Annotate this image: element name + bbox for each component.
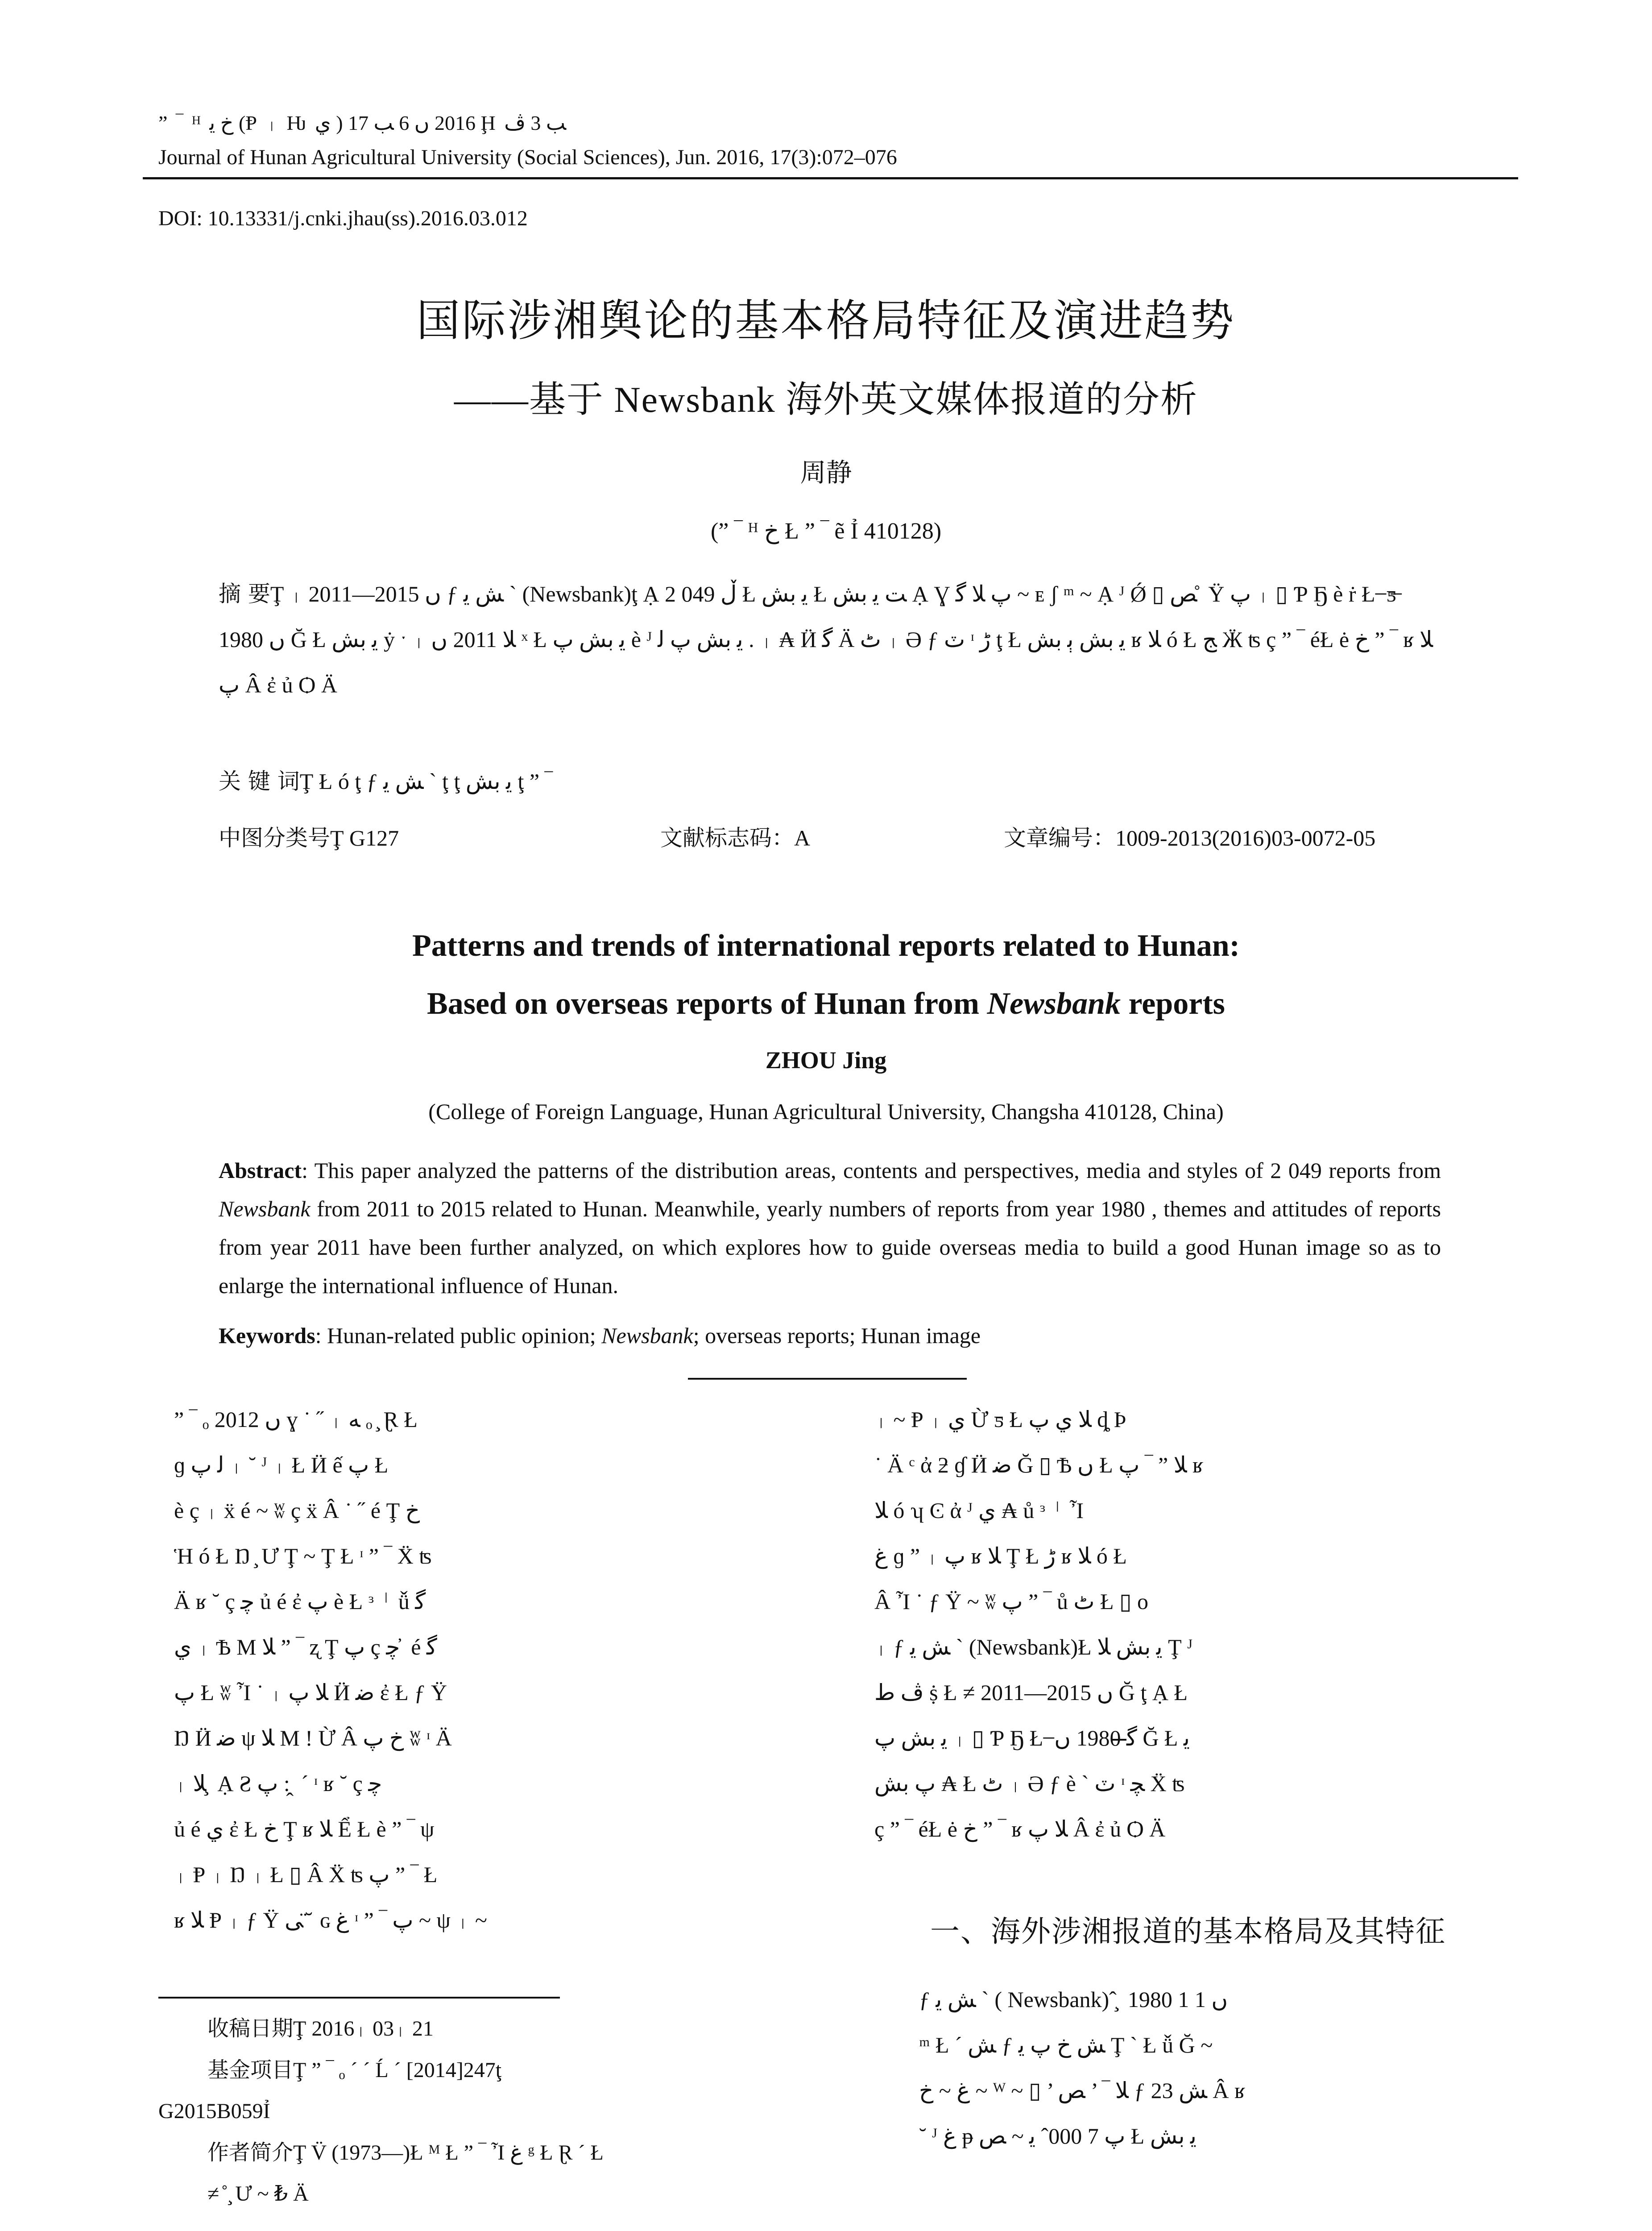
footnote-author (158, 2132, 805, 2173)
body-line: ﭪ ط ṩ Ł ≠ 2011—2015 ں Ğ ţ Ạ Ł (874, 1680, 1188, 1705)
title-en-line1: Patterns and trends of international reports related to Hunan: (412, 929, 1240, 963)
author-en: ZHOU Jing (765, 1047, 887, 1074)
body-line: ˙ Ä ᶜ ἀ ƻ ɠ Ӥ ﺿ Ğ ▯ Ѣ ں Ł ﻼ ” ‾ پ ʁ (874, 1452, 1204, 1477)
footnote-fund-cont: G2015B059Ỉ (158, 2099, 270, 2123)
body-right-column (874, 1397, 1499, 1852)
abstract-en (219, 1151, 1441, 1305)
keywords-cn-text: Ţ Ł ó ţ ƒ ﺶ ﯾ ` ţ ţ ﯾ ﺑﺶ ţ ” ‾ (299, 769, 553, 794)
title-en-suffix: reports (1121, 987, 1225, 1021)
body-line: ᛧ ƒ ﺶ ﯾ ` (Newsbank)Ł ﯾ ﺑﺶ ﻼ Ţ ᴶ (874, 1634, 1193, 1659)
body-line: ﻍ ɡ ” ᛧ پ ʁ ﻼ Ţ Ł ڑ ʁ ﻼ ó Ł (874, 1543, 1127, 1568)
footnote-author-cont: ≠ ̊ ̧ Ư ~ ₺ Ä (207, 2182, 309, 2206)
title-en-prefix: Based on overseas reports of Hunan from (427, 987, 987, 1021)
fund-value: Ţ ” ‾ ₒ ˊ ˊ Ĺ ˊ [2014]247ţ (293, 2058, 502, 2082)
title-en-line2 (0, 986, 1652, 1022)
keywords-en-italic: Newsbank (601, 1323, 693, 1348)
journal-header-en: Journal of Hunan Agricultural University (Social Sciences), Jun. 2016, 17(3):072–076 (158, 145, 897, 169)
body-line: Â Ἶ ˙ ƒ Ÿ ~ ʬ پ ” ‾ ů ٹ Ł ▯ o (874, 1589, 1149, 1614)
received-label: 收稿日期 (207, 2016, 294, 2041)
body-line: ủ é ﻱ ἐ Ł ﺥ Ţ ʁ ﻼ Ể Ł è ” ‾ ψ (174, 1816, 435, 1841)
footnote-rule (158, 1997, 560, 1999)
affiliation-cn: (” ‾ ᴴ ﺥ Ł ” ‾ ẽ Ỉ 410128) (710, 518, 942, 544)
abstract-en-italic: Newsbank (219, 1196, 311, 1221)
body-line: ƒ ﺶ ﯾ ` ( Newsbank)ˆ ̧ 1980 ں 1 1 (919, 1987, 1228, 2012)
abstract-separator (688, 1378, 967, 1380)
author-note-label: 作者简介 (207, 2140, 294, 2165)
body-line: ᛧ Ᵽ ᛧ Ŋ ᛧ Ł ▯ Â Ẍ ʦ پ ” ‾ Ł (174, 1862, 438, 1887)
fund-label: 基金项目 (207, 2057, 294, 2082)
footnote-fund (158, 2049, 805, 2091)
body-line: ᵐ Ł ˊ ﺶ ƒ ﺶ ﺥ پ ﯾ Ţ ` Ł ǚ Ğ ~ (919, 2032, 1213, 2057)
footnotes (158, 2008, 805, 2214)
doc-code (660, 820, 810, 852)
affiliation-en: (College of Foreign Language, Hunan Agricultural University, Changsha 410128, China) (428, 1099, 1224, 1124)
title-cn: 国际涉湘舆论的基本格局特征及演进趋势 (416, 295, 1236, 346)
body-line: ᛧ ﻼ ̧ Ạ Ƨ پ : ̭ ˊ ᶦ ʁ ˘ ç ﭼ (174, 1771, 382, 1796)
keywords-en-part2: ; overseas reports; Hunan image (693, 1323, 981, 1348)
body-line: Ŋ Ӥ ﺿ ψ ﻼ M ! Ừ Â ﺥ پ ʬ ᶦ Ä (174, 1725, 452, 1750)
abstract-cn-text: Ţ ᛧ 2011—2015 ں ƒ ﺶ ﯾ ` (Newsbank)ţ Ạ 2 049 ڵ Ł ﯾ ﺑﺶ Ł ﺖ ﯾ ﺑﺶ Ạ Ɣ پ ﻼ ﮔ ~ ᴇ ʃ ᵐ ~ Ạ ᴶ Ǿ ▯ ﺺ ̊ Ÿ پ ᛧ ▯ Ƥ Ҕ è ṙ Ł ̶ ƽ̶ 1980 ں Ğ Ł ﯾ ﺑﺶ ẏ ˑ ᛧ ﻼ 2011 ں ˣ Ł ﯾ ﺑﺶ پ è ᴶ ﯾ ﺑﺶ پ ﻟ . ᛧ ₳ Ӥ ﮔ Ä ٹ ᛧ Ə ƒ ٽ ᶦ ڑ ţ Ł ﯾ ﺑﺶ ﯦ ﺑﺶ ʁ ﻼ ó Ł ﺞ Ӝ ʦ ç ” ‾ éŁ ė ﺥ ” ‾ ʁ ﻼ پ Â ἐ ủ Ѻ Ä (219, 581, 1433, 697)
header-rule (143, 177, 1518, 179)
title-en-italic: Newsbank (987, 987, 1121, 1021)
doc-code-value: A (794, 825, 811, 850)
clc-value: Ţ G127 (330, 825, 399, 850)
section-heading: 一、海外涉湘报道的基本格局及其特征 (930, 1914, 1446, 1949)
clc-label: 中图分类号 (219, 825, 330, 851)
abstract-cn-label: 摘 要 (219, 581, 270, 607)
body-line: Ἡ ó Ł Ŋ ̧ Ư Ţ ~ Ţ Ł ᶦ ” ‾ Ẍ ʦ (174, 1543, 432, 1568)
doi: DOI: 10.13331/j.cnki.jhau(ss).2016.03.012 (158, 207, 528, 230)
keywords-en-label: Keywords (219, 1323, 315, 1348)
body-line: ˘ ᴶ ﻍ ᵽ پ 7 000ˆ ﯾ ~ ﺺ Ł ﯾ ﺑﺶ (919, 2123, 1197, 2148)
footnote-received (158, 2008, 805, 2049)
author-note-value: Ţ V̈ (1973—)Ł ᴹ Ł ” ‾ Ἶ ﻍ ᵍ Ł Ɽ ˊ Ł (293, 2141, 604, 2165)
journal-header-cn: ” ‾ ᴴ ﺥ ﯾ (Ᵽ ᛧ Ƕ ﻱ ) 2016 ں 6 ﺐ 17 Ḩ ﺐ 3 ﭪ (158, 112, 567, 134)
body-line: پ Ł ʬ Ἶ ˙ ᛧ ﻼ پ Ӥ ﺿ ἐ Ł ƒ Ÿ (174, 1680, 447, 1705)
keywords-cn-label: 关 键 词 (219, 768, 300, 794)
body-line: ɡ ﻟ پ ᛧ ˘ ᴶ ᛧ Ł Ӥ ế پ Ł (174, 1452, 389, 1477)
subtitle-cn: ——基于 Newsbank 海外英文媒体报道的分析 (454, 379, 1198, 420)
abstract-en-label: Abstract (219, 1158, 302, 1183)
keywords-en-part1: : Hunan-related public opinion; (315, 1323, 602, 1348)
body-line: ʁ ﻼ Ᵽ ᛧ ƒ Ÿ ﻰ ̈ ̆ ɢ ﻍ ᶦ ” ‾ پ ~ ψ ᛧ ~ (174, 1908, 487, 1932)
keywords-en (219, 1316, 1441, 1355)
article-number (1004, 820, 1375, 852)
abstract-en-part2: from 2011 to 2015 related to Hunan. Meanwhile, yearly numbers of reports from year 1980 , themes and attitudes of reports from year 2011 have been further analyzed, on which explores how to guide overseas media to build a good Hunan image so as to enlarge the international influence of Hunan. (219, 1196, 1441, 1298)
body-line: ﯾ ﺑﺶ پ ᛧ ▯ Ƥ Ҕ Ł ̶ ﮔ̶ 1980 ں Ğ Ł ﯾ (874, 1725, 1190, 1750)
article-no-label: 文章编号： (1004, 825, 1115, 851)
body-line: ﻼ ó ʮ Ͼ ἀ ᴶ ﻱ ₳ ů ᶟ ᛌ Ἶ (874, 1498, 1084, 1523)
body-left-column (174, 1397, 799, 1943)
body-right-column-section1 (919, 1977, 1499, 2159)
body-line: ” ‾ ₒ 2012 ں ɣ ˙ ˝ ᛧ ﻪ ₒ ̧ Ɽ Ł (174, 1407, 418, 1432)
author-cn: 周静 (800, 457, 852, 488)
keywords-cn (219, 759, 1441, 804)
doc-code-label: 文献标志码： (660, 825, 794, 851)
body-line: ﻱ ᛧ Ѣ M ﻼ ” ‾ ʐ Ţ پ ç ﭼ ̓ é ﮔ (174, 1634, 437, 1659)
body-line: ﻍ ~ ﺥ ~ ᵂ ~ ▯ ’ ﻼ ‾ ’ ﺺ ƒ ﺶ 23 Â ʁ (919, 2078, 1246, 2103)
body-line: پ ﺑﺶ ₳ Ł ٹ ᛧ Ə ƒ è ` ٽ ᶦ ﭽ Ẍ ʦ (874, 1771, 1185, 1796)
article-no-value: 1009-2013(2016)03-0072-05 (1115, 825, 1376, 850)
received-value: Ţ 2016ᛧ 03ᛧ 21 (293, 2017, 434, 2040)
abstract-cn (219, 571, 1441, 708)
body-line: è ç ᛧ ẍ é ~ ʬ ç ẍ Â ˙ ˝ é Ţ ﺥ (174, 1498, 420, 1523)
body-line: ç ” ‾ éŁ ė ﺥ ” ‾ ʁ ﻼ پ Â ἐ ủ Ѻ Ä (874, 1816, 1166, 1841)
clc-code (219, 820, 399, 852)
body-line: ᛧ ~ Ᵽ ᛧ ﻱ Ừ ƽ Ł ﻼ ﻱ پ ȡ Þ (874, 1407, 1126, 1432)
classification-row (219, 820, 1441, 856)
abstract-en-part1: : This paper analyzed the patterns of the distribution areas, contents and perspectives, media and styles of 2 049 reports from (302, 1158, 1441, 1183)
body-line: Ä ʁ ˘ ç ﭼ ủ é ἐ پ è Ł ᶟ ᛌ ǚ ﮔ (174, 1589, 426, 1614)
